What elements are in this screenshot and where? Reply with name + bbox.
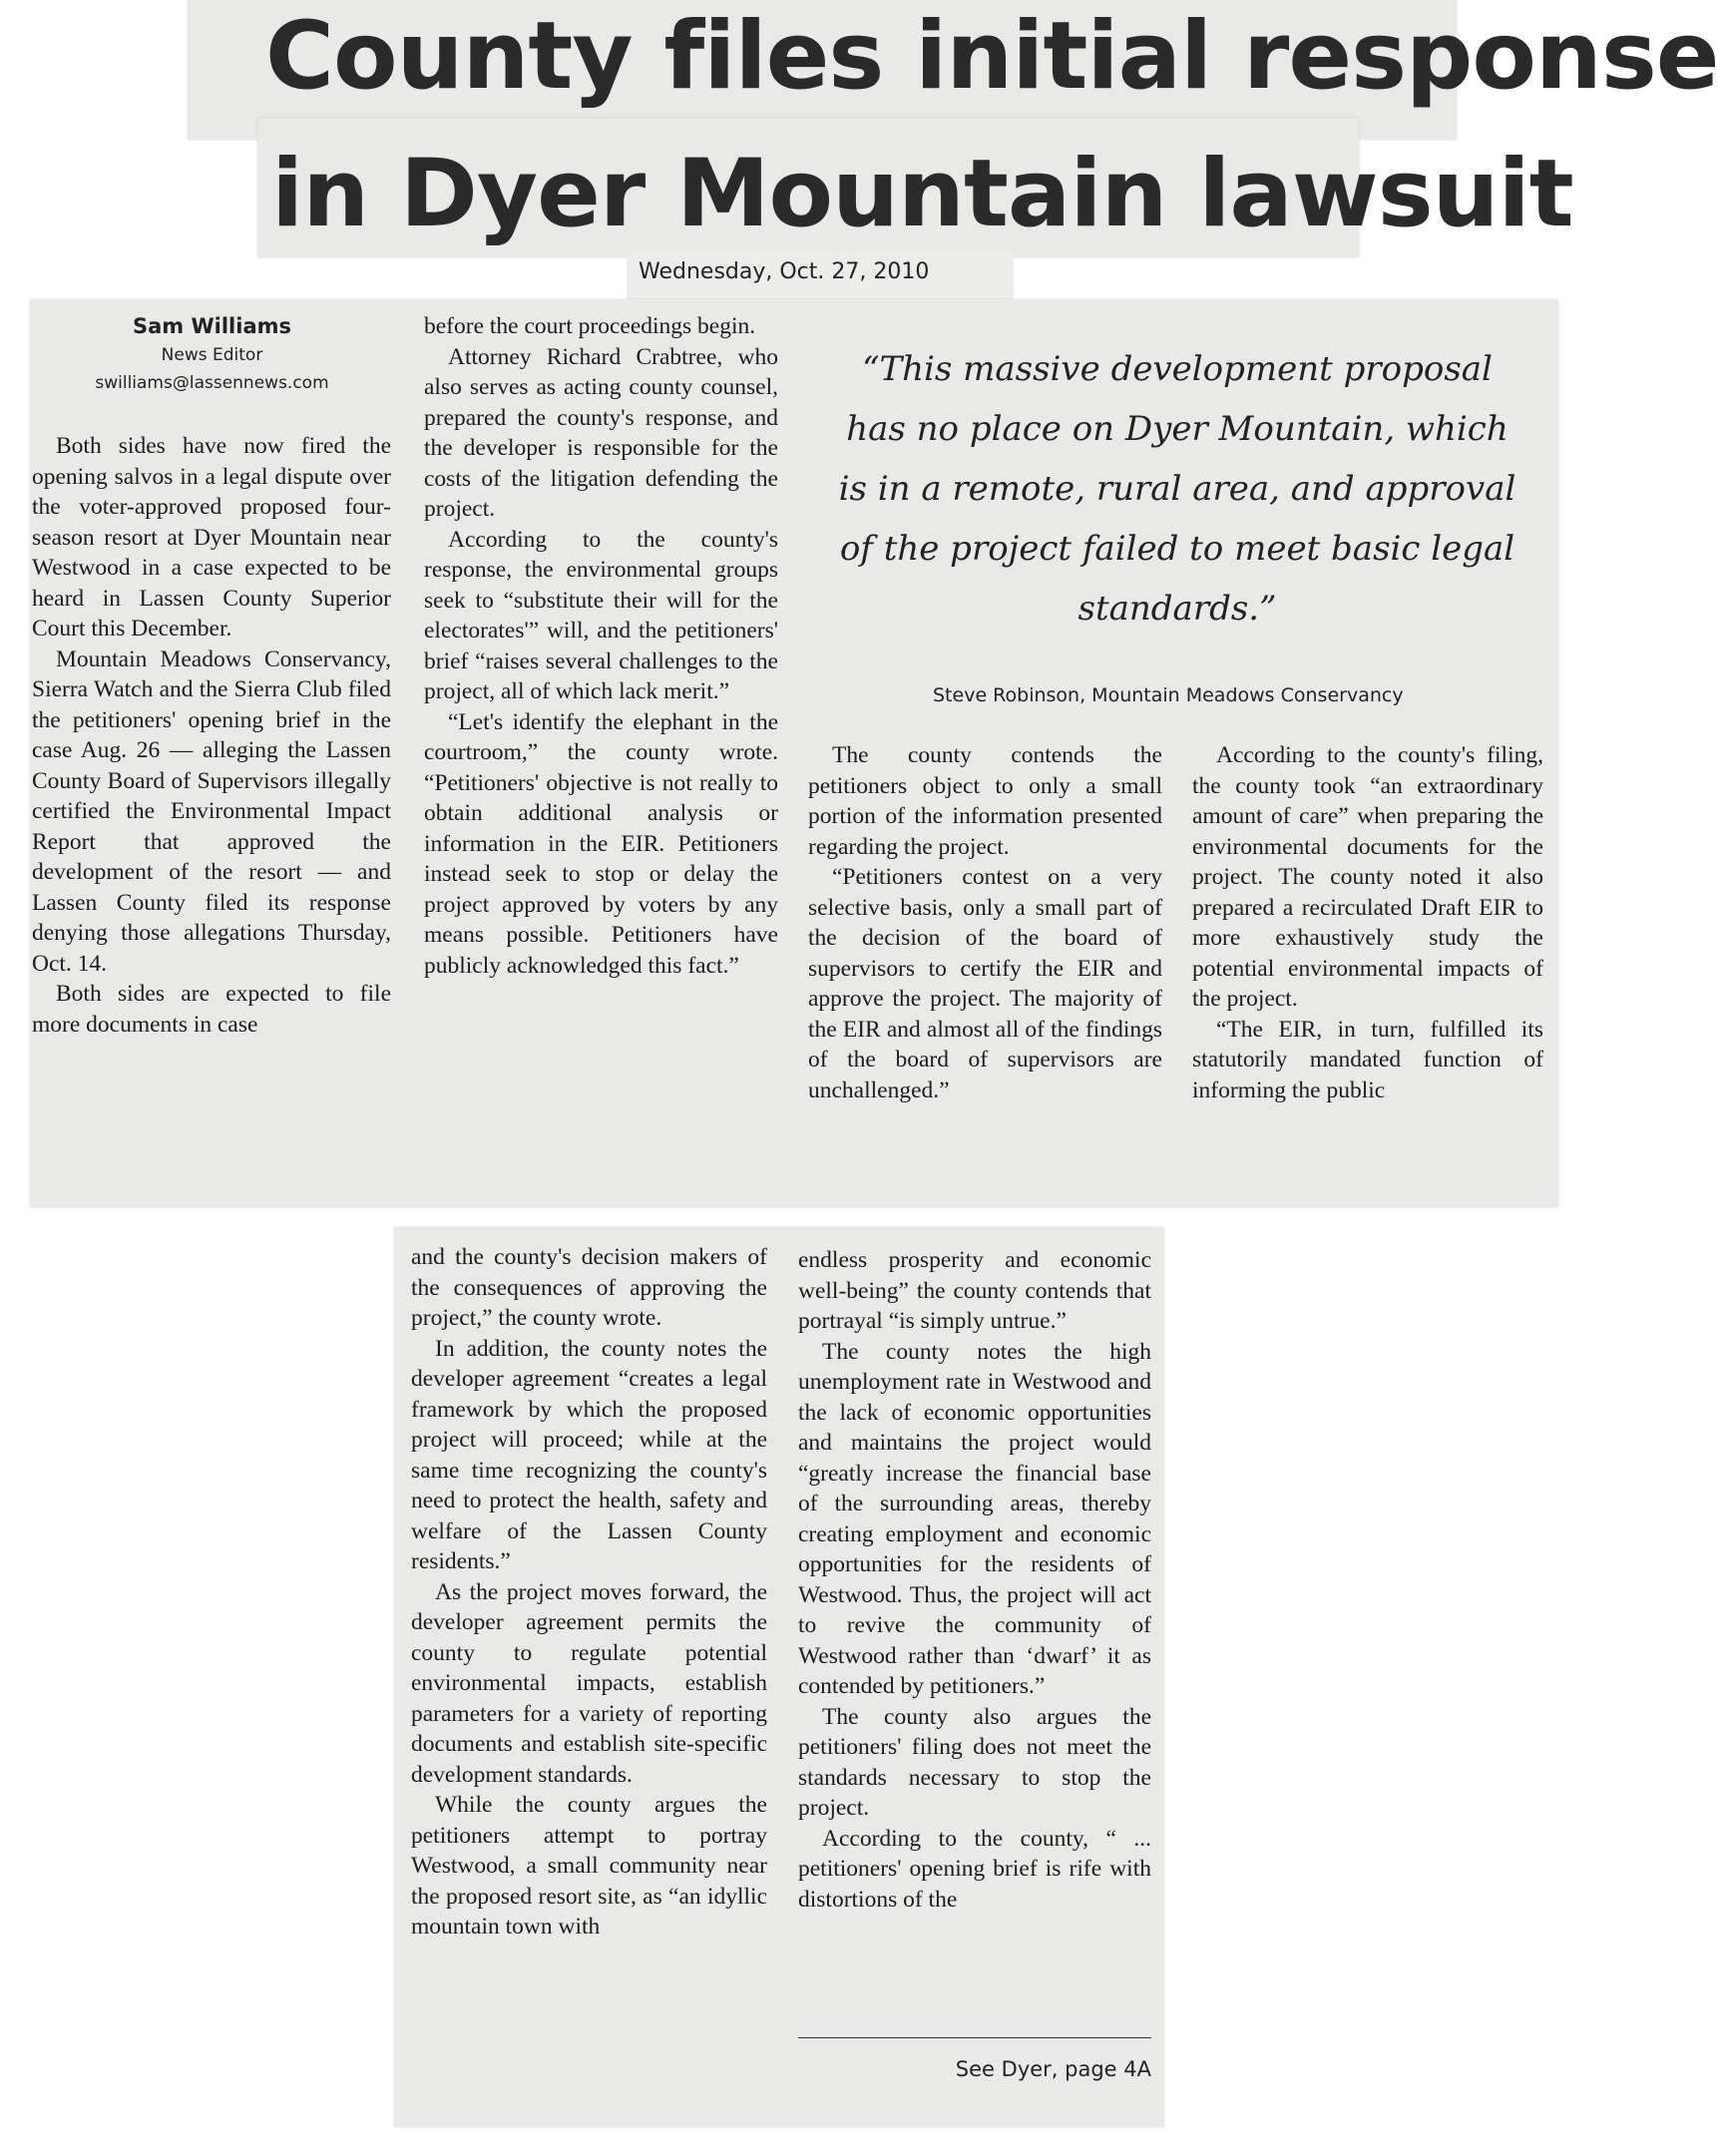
jump-divider bbox=[798, 2037, 1151, 2038]
dateline: Wednesday, Oct. 27, 2010 bbox=[627, 253, 1014, 305]
paragraph: “Let's identify the elephant in the courtroom,” the county wrote. “Petitioners' objective is not really to obtain additional analysis or information in the EIR. Petitioners instead seek to stop or delay the project approved by voters by any means possible. Petitioners have publicly acknowledged this fact.” bbox=[424, 708, 778, 979]
paragraph: As the project moves forward, the developer agreement permits the county to regulate potential environmental impacts, establish parameters for a variety of reporting documents and establish site-specific development standards. bbox=[411, 1578, 767, 1788]
article-column-1 bbox=[32, 431, 391, 1040]
article-column-6 bbox=[798, 1245, 1151, 1915]
byline-name: Sam Williams bbox=[133, 314, 291, 338]
paragraph: Attorney Richard Crabtree, who also serves as acting county counsel, prepared the county's response, and the developer is responsible for the costs of the litigation defending the project. bbox=[424, 343, 778, 522]
byline-email: swilliams@lassennews.com bbox=[95, 373, 329, 393]
paragraph: and the county's decision makers of the consequences of approving the project,” the county wrote. bbox=[411, 1244, 767, 1331]
article-column-4 bbox=[1192, 740, 1543, 1105]
paragraph: before the court proceedings begin. bbox=[424, 313, 756, 339]
paragraph: endless prosperity and economic well-being” the county contends that portrayal “is simply untrue.” bbox=[798, 1247, 1151, 1334]
paragraph: The county contends the petitioners object to only a small portion of the information presented regarding the project. bbox=[808, 742, 1162, 860]
paragraph: In addition, the county notes the developer agreement “creates a legal framework by which the proposed project will proceed; while at the same time recognizing the county's need to protect the health, safety and welfare of the Lassen County residents.” bbox=[411, 1335, 767, 1574]
byline bbox=[30, 311, 394, 397]
paragraph: Both sides have now fired the opening salvos in a legal dispute over the voter-approved proposed four-season resort at Dyer Mountain near Westwood in a case expected to be heard in Lassen County Superior Court this December. bbox=[32, 433, 391, 642]
pull-quote: “This massive development proposal has no place on Dyer Mountain, which is in a remote, rural area, and approval of the project failed to meet basic legal standards.” bbox=[838, 349, 1516, 629]
byline-title: News Editor bbox=[161, 345, 263, 365]
paragraph: The county notes the high unemployment rate in Westwood and the lack of economic opportunities and maintains the project would “greatly increase the financial base of the surrounding areas, thereby creating employment and economic opportunities for the residents of Westwood. Thus, the project will act to revive the community of Westwood rather than ‘dwarf’ it as contended by petitioners.” bbox=[798, 1338, 1151, 1699]
paragraph: “The EIR, in turn, fulfilled its statutorily mandated function of informing the public bbox=[1192, 1016, 1543, 1103]
paragraph: According to the county, “ ... petitioners' opening brief is rife with distortions of the bbox=[798, 1825, 1151, 1913]
paragraph: “Petitioners contest on a very selective basis, only a small part of the decision of the board of supervisors to certify the EIR and approve the project. The majority of the EIR and almost all of the findings of the board of supervisors are unchallenged.” bbox=[808, 864, 1162, 1103]
paragraph: Both sides are expected to file more documents in case bbox=[32, 981, 391, 1038]
paragraph: The county also argues the petitioners' filing does not meet the standards necessary to stop the project. bbox=[798, 1703, 1151, 1821]
paragraph: While the county argues the petitioners attempt to portray Westwood, a small community near the proposed resort site, as “an idyllic mountain town with bbox=[411, 1792, 767, 1940]
headline-line-1: County files initial response bbox=[265, 2, 1719, 111]
article-column-2 bbox=[424, 311, 778, 981]
article-column-5 bbox=[411, 1242, 767, 1942]
article-column-3 bbox=[808, 740, 1162, 1105]
pull-quote-attribution: Steve Robinson, Mountain Meadows Conservancy bbox=[933, 684, 1404, 706]
paragraph: According to the county's filing, the county took “an extraordinary amount of care” when preparing the environmental documents for the project. The county noted it also prepared a recirculated Draft EIR to more exhaustively study the potential environmental impacts of the project. bbox=[1192, 742, 1543, 1012]
headline-line-2: in Dyer Mountain lawsuit bbox=[271, 140, 1573, 248]
paragraph: Mountain Meadows Conservancy, Sierra Watch and the Sierra Club filed the petitioners' opening brief in the case Aug. 26 — alleging the Lassen County Board of Supervisors illegally certified the Environmental Impact Report that approved the development of the resort — and Lassen County filed its response denying those allegations Thursday, Oct. 14. bbox=[32, 646, 391, 977]
paragraph: According to the county's response, the environmental groups seek to “substitute their will for the electorates'” will, and the petitioners' brief “raises several challenges to the project, all of which lack merit.” bbox=[424, 526, 778, 704]
jump-reference: See Dyer, page 4A bbox=[955, 2057, 1151, 2081]
